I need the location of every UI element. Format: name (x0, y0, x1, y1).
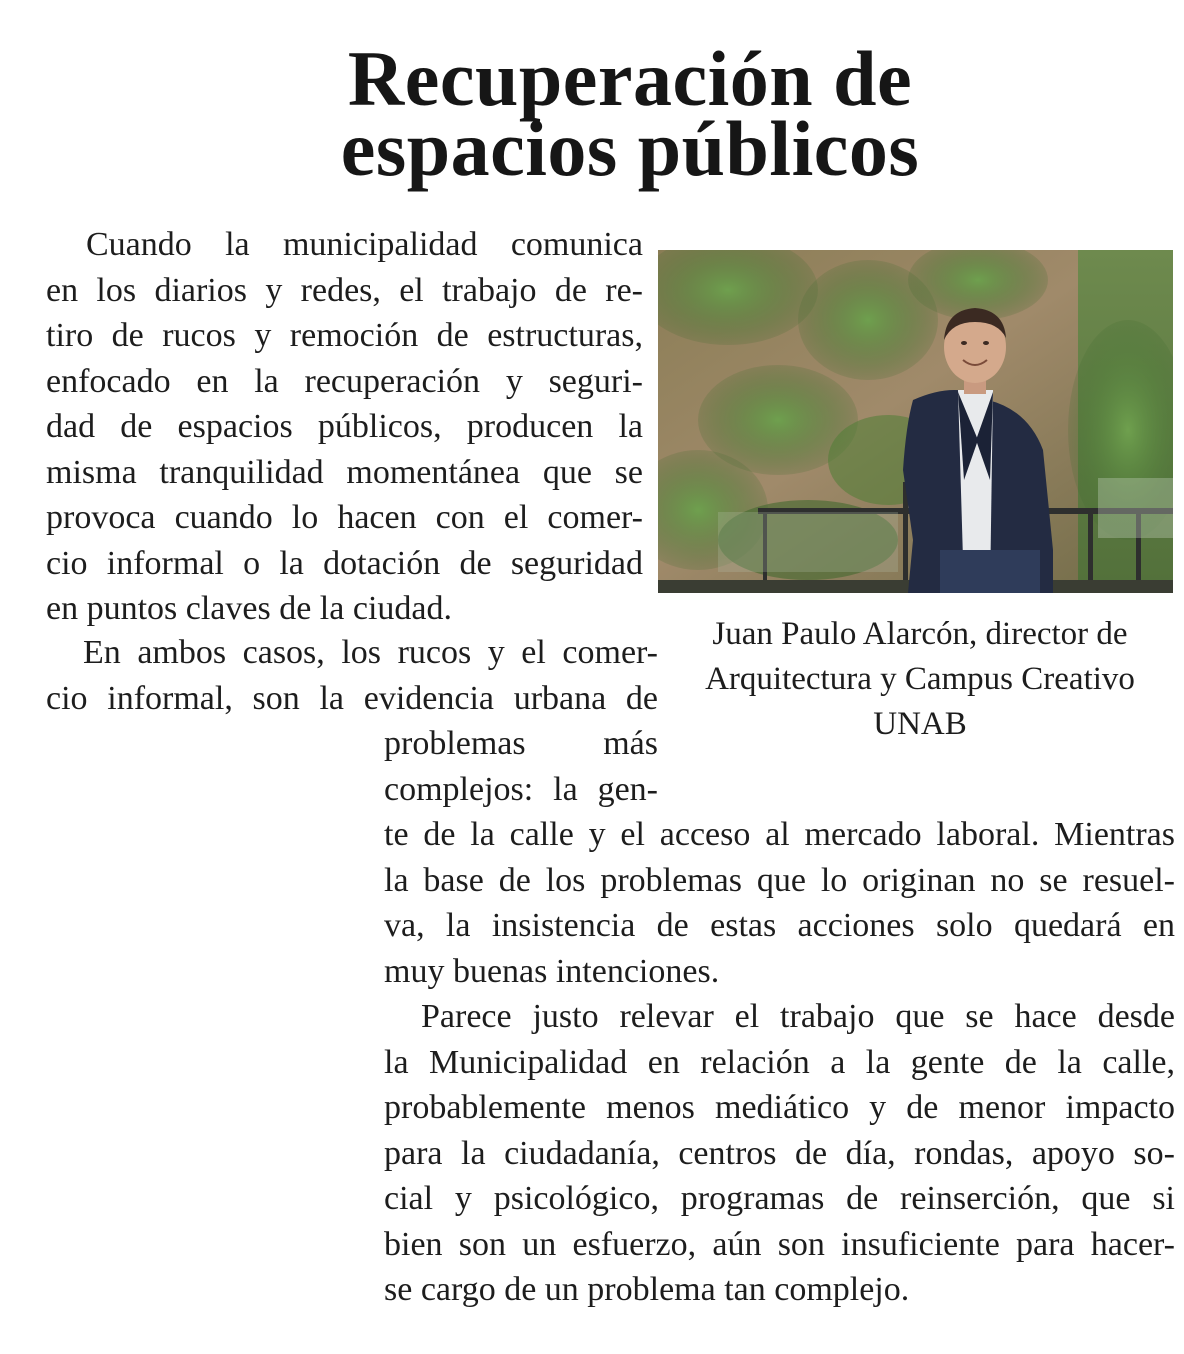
text-line: va, la insistencia de estas acciones solo quedará en (384, 907, 1175, 944)
paragraph-2-continued (384, 812, 1175, 994)
text-line: enfocado en la recuperación y seguri- (46, 362, 643, 400)
text-line: Parece justo relevar el trabajo que se hace desde (421, 998, 1175, 1035)
caption-line-3: UNAB (873, 706, 967, 742)
photo-illustration (658, 250, 1173, 593)
headline-line-2: espacios públicos (340, 105, 920, 192)
text-line: problemas más (384, 725, 658, 762)
text-line: muy buenas intenciones. (384, 952, 720, 990)
caption-line-1: Juan Paulo Alarcón, director de (712, 616, 1128, 652)
paragraph-2-start (46, 630, 658, 721)
text-line: la Municipalidad en relación a la gente de la calle, (384, 1043, 1175, 1081)
headline-line-1: Recuperación de (347, 35, 913, 122)
paragraph-1 (46, 222, 643, 632)
text-line: en puntos claves de la ciudad. (46, 590, 452, 627)
paragraph-3 (384, 994, 1175, 1313)
text-line: probablemente menos mediático y de menor impacto (384, 1089, 1175, 1126)
text-line: cio informal, son la evidencia urbana de (46, 679, 658, 717)
text-line: tiro de rucos y remoción de estructuras, (46, 317, 643, 354)
text-line: dad de espacios públicos, producen la (46, 408, 643, 445)
text-line: en los diarios y redes, el trabajo de re- (46, 271, 643, 309)
headline (250, 35, 1010, 192)
text-line: En ambos casos, los rucos y el comer- (83, 634, 658, 671)
caption-line-2: Arquitectura y Campus Creativo (705, 661, 1135, 697)
text-line: provoca cuando lo hacen con el comer- (46, 499, 643, 536)
text-line: misma tranquilidad momentánea que se (46, 453, 643, 491)
text-line: Cuando la municipalidad comunica (86, 226, 643, 263)
text-line: cial y psicológico, programas de reinserción, que si (384, 1180, 1175, 1217)
text-line: te de la calle y el acceso al mercado laboral. Mientras (384, 816, 1175, 853)
paragraph-2-narrow (384, 721, 658, 812)
text-line: bien son un esfuerzo, aún son insuficiente para hacer- (384, 1225, 1175, 1263)
text-line: complejos: la gen- (384, 770, 658, 808)
text-line: para la ciudadanía, centros de día, rondas, apoyo so- (384, 1134, 1175, 1172)
portrait-photo (658, 250, 1173, 593)
text-line: cio informal o la dotación de seguridad (46, 544, 643, 582)
text-line: la base de los problemas que lo originan no se resuel- (384, 861, 1175, 899)
photo-caption (665, 612, 1175, 747)
text-line: se cargo de un problema tan complejo. (384, 1271, 910, 1308)
